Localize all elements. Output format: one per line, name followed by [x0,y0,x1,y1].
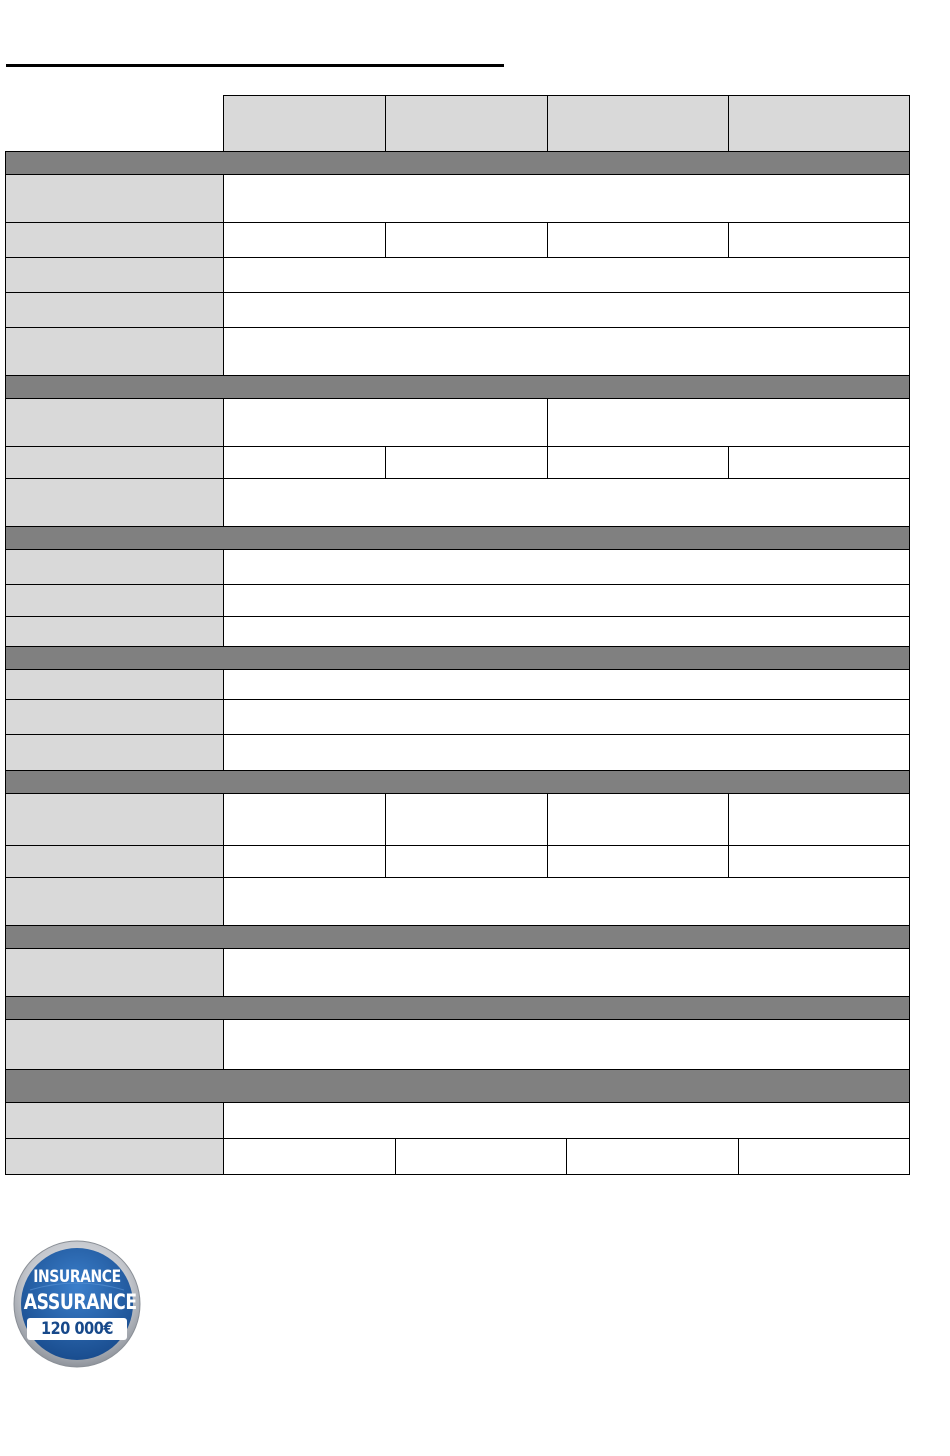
badge-line-1: INSURANCE [33,1267,121,1287]
row-label [6,735,224,771]
badge-line-3: 120 000€ [40,1319,114,1339]
section-bar [6,376,910,399]
row-value-split [224,1139,910,1175]
row-value [548,794,729,846]
spec-table [5,95,910,1175]
row-label [6,585,224,617]
column-header-1 [224,96,386,152]
table-row [6,258,910,293]
row-value [224,328,910,376]
row-value [224,175,910,223]
row-value [224,794,386,846]
row-label [6,1139,224,1175]
row-value [224,878,910,926]
row-value [548,223,729,258]
table-row [6,846,910,878]
row-label [6,617,224,647]
section-header [6,527,910,550]
column-header-2 [386,96,548,152]
table-row [6,794,910,846]
row-label [6,1103,224,1139]
row-label [6,223,224,258]
table-row [6,585,910,617]
row-label [6,949,224,997]
table-row [6,735,910,771]
row-value [729,794,910,846]
section-header [6,926,910,949]
table-row [6,700,910,735]
split-cell [224,1139,396,1174]
row-value [729,846,910,878]
row-value [386,223,548,258]
row-value [224,1103,910,1139]
row-value [224,1020,910,1070]
section-header [6,771,910,794]
row-value [548,846,729,878]
table-row [6,949,910,997]
table-row [6,479,910,527]
table-row [6,328,910,376]
table-row [6,1103,910,1139]
row-value [224,258,910,293]
row-label [6,878,224,926]
row-value [386,447,548,479]
section-bar [6,527,910,550]
section-bar [6,926,910,949]
row-value [224,585,910,617]
section-header [6,152,910,175]
section-bar [6,152,910,175]
row-value [729,223,910,258]
column-header-4 [729,96,910,152]
section-header [6,997,910,1020]
badge-line-2: ASSURANCE [23,1290,137,1314]
table-row [6,550,910,585]
table-row [6,399,910,447]
section-bar [6,647,910,670]
row-label [6,175,224,223]
row-value [224,550,910,585]
row-value [224,399,548,447]
row-value [224,223,386,258]
section-header [6,376,910,399]
row-value [224,479,910,527]
column-header-row [6,96,910,152]
table-row [6,1020,910,1070]
table-row [6,878,910,926]
row-label [6,328,224,376]
row-value [224,949,910,997]
row-label [6,258,224,293]
row-value [548,399,910,447]
row-value [224,735,910,771]
row-label [6,293,224,328]
row-value [386,846,548,878]
insurance-badge [12,1240,142,1368]
table-row [6,293,910,328]
row-value [224,670,910,700]
row-label [6,550,224,585]
split-cells [224,1139,909,1174]
section-header [6,647,910,670]
split-cell [567,1139,739,1174]
split-cell [739,1139,910,1174]
section-bar [6,997,910,1020]
column-header-3 [548,96,729,152]
row-label [6,479,224,527]
table-row [6,447,910,479]
row-value [386,794,548,846]
row-label [6,700,224,735]
row-value [548,447,729,479]
row-label [6,670,224,700]
row-label [6,846,224,878]
spec-table-container [5,95,909,1175]
section-header [6,1070,910,1103]
row-value [729,447,910,479]
row-label [6,794,224,846]
row-label [6,399,224,447]
table-row [6,175,910,223]
section-bar [6,771,910,794]
table-row [6,223,910,258]
row-label [6,447,224,479]
split-cell [396,1139,568,1174]
row-value [224,700,910,735]
header-corner [6,96,224,152]
table-row [6,670,910,700]
row-value [224,846,386,878]
title-underline [6,64,504,67]
table-row [6,617,910,647]
section-bar [6,1070,910,1103]
row-value [224,447,386,479]
table-row [6,1139,910,1175]
row-value [224,617,910,647]
row-value [224,293,910,328]
row-label [6,1020,224,1070]
